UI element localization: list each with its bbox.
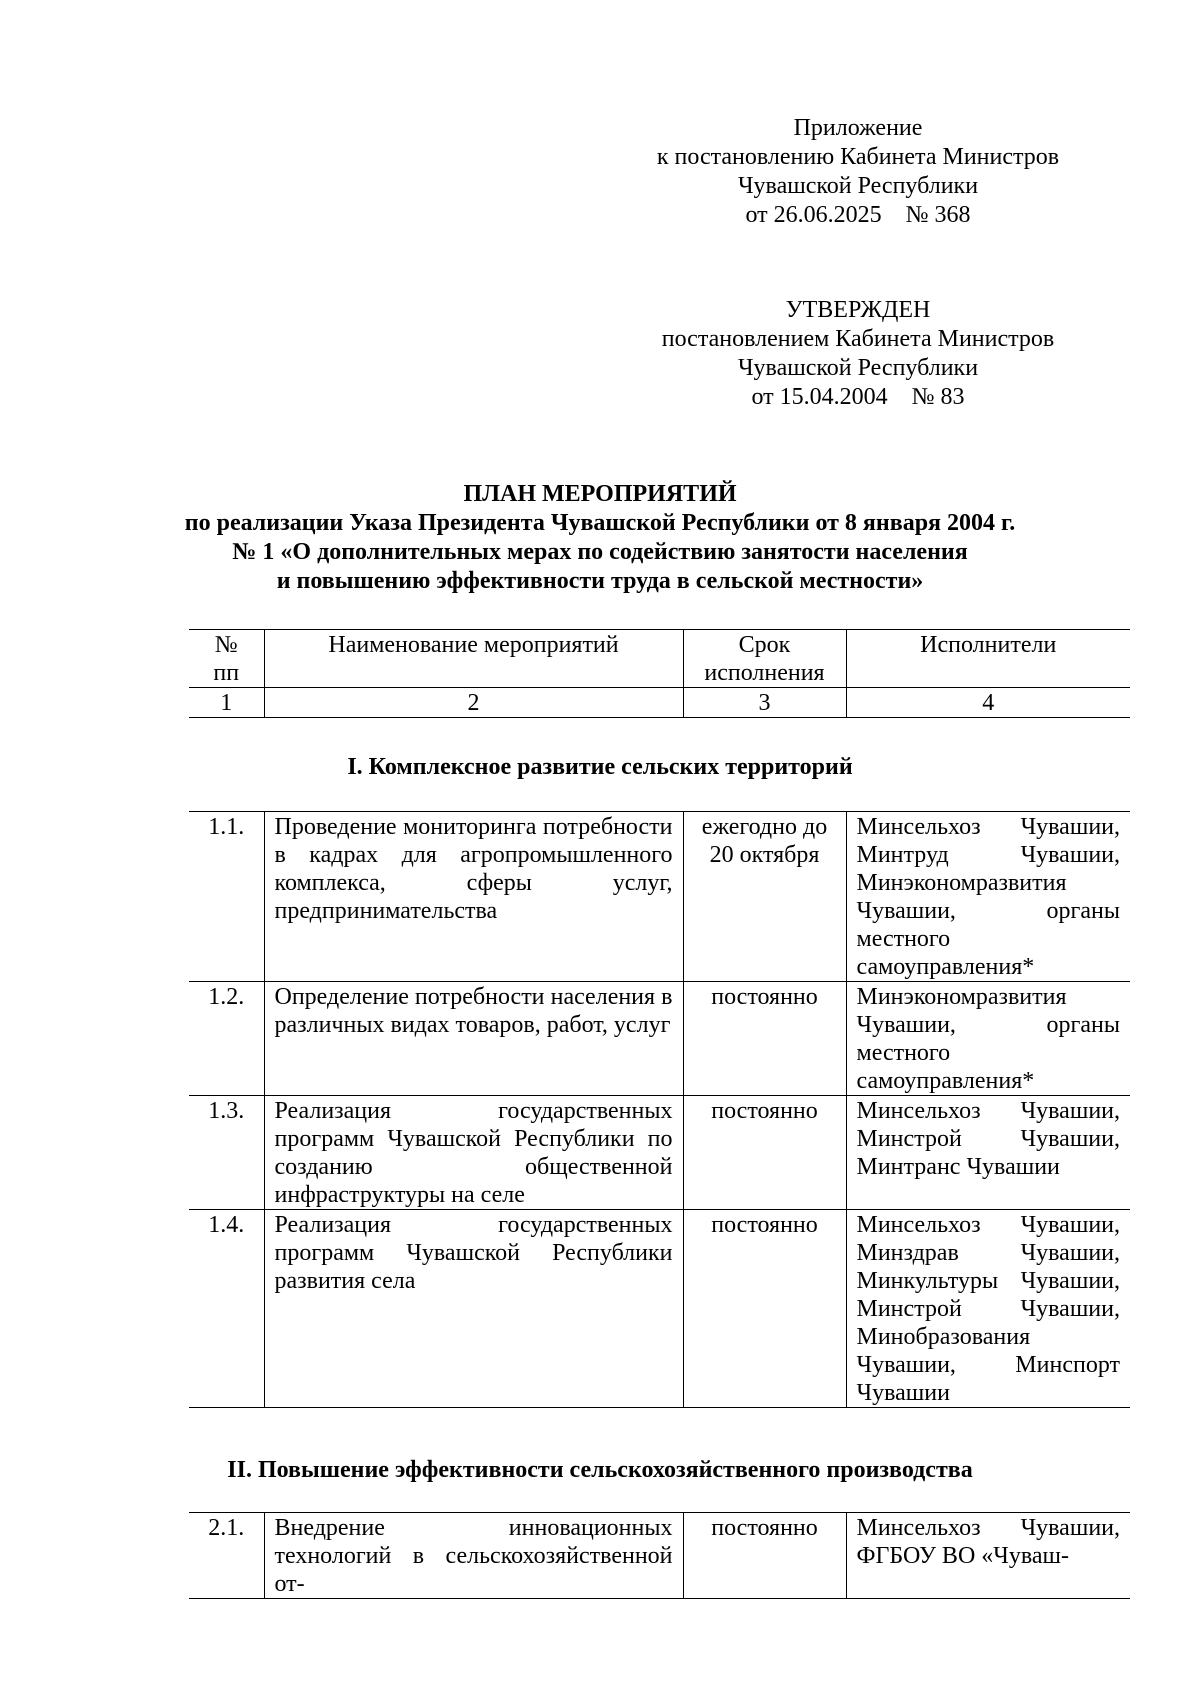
approved-line-2: постановлением Кабинета Министров bbox=[661, 326, 1055, 352]
appendix-header bbox=[628, 114, 1088, 230]
approved-line-1: УТВЕРЖДЕН bbox=[785, 297, 931, 323]
approved-line-3: Чувашской Республики bbox=[737, 355, 979, 381]
title-line-4: и повышению эффективности труда в сельской местности» bbox=[276, 568, 924, 594]
row-term: постоянно bbox=[683, 1096, 846, 1210]
title-line-2: по реализации Указа Президента Чувашской Республики от 8 января 2004 г. bbox=[184, 510, 1016, 536]
section-2-title: II. Повышение эффективности сельскохозяйственного производства bbox=[227, 1457, 973, 1483]
row-term: постоянно bbox=[683, 982, 846, 1096]
header-col-number: № пп bbox=[189, 630, 264, 688]
appendix-line-1: Приложение bbox=[793, 115, 923, 141]
appendix-line-4: от 26.06.2025 № 368 bbox=[745, 202, 971, 228]
header-row bbox=[189, 630, 1130, 688]
row-activity: Реализация государственных программ Чувашской Республики развития села bbox=[264, 1210, 683, 1408]
title-line-3: № 1 «О дополнительных мерах по содействию занятости населения bbox=[232, 539, 968, 565]
document-title bbox=[150, 480, 1050, 596]
title-line-1: ПЛАН МЕРОПРИЯТИЙ bbox=[463, 481, 737, 507]
header-col-name: Наименование мероприятий bbox=[264, 630, 683, 688]
row-executors: Минсельхоз Чувашии, ФГБОУ ВО «Чуваш- bbox=[846, 1513, 1130, 1599]
approved-line-4: от 15.04.2004 № 83 bbox=[751, 384, 965, 410]
header-num-1: 1 bbox=[189, 688, 264, 718]
section-2-table bbox=[189, 1512, 1130, 1599]
header-numbers-row bbox=[189, 688, 1130, 718]
row-activity: Внедрение инновационных технологий в сельскохозяйственной от- bbox=[264, 1513, 683, 1599]
row-term: постоянно bbox=[683, 1513, 846, 1599]
row-number: 1.4. bbox=[189, 1210, 264, 1408]
table-header bbox=[189, 629, 1130, 718]
row-number: 1.1. bbox=[189, 812, 264, 982]
table-row bbox=[189, 1513, 1130, 1599]
appendix-line-3: Чувашской Республики bbox=[737, 173, 979, 199]
table-row bbox=[189, 982, 1130, 1096]
header-col-executors: Исполнители bbox=[846, 630, 1130, 688]
row-term: ежегодно до 20 октября bbox=[683, 812, 846, 982]
row-number: 1.2. bbox=[189, 982, 264, 1096]
row-number: 2.1. bbox=[189, 1513, 264, 1599]
header-num-4: 4 bbox=[846, 688, 1130, 718]
row-term: постоянно bbox=[683, 1210, 846, 1408]
row-activity: Определение потребности населения в различных видах товаров, работ, услуг bbox=[264, 982, 683, 1096]
row-executors: Минсельхоз Чувашии, Минстрой Чувашии, Минтранс Чувашии bbox=[846, 1096, 1130, 1210]
row-executors: Минсельхоз Чувашии, Минздрав Чувашии, Минкультуры Чувашии, Минстрой Чувашии, Минобразования Чувашии, Минспорт Чувашии bbox=[846, 1210, 1130, 1408]
table-row bbox=[189, 1210, 1130, 1408]
header-num-2: 2 bbox=[264, 688, 683, 718]
appendix-line-2: к постановлению Кабинета Министров bbox=[656, 144, 1060, 170]
approval-header bbox=[628, 296, 1088, 412]
row-executors: Минэкономразвития Чувашии, органы местного самоуправления* bbox=[846, 982, 1130, 1096]
header-num-3: 3 bbox=[683, 688, 846, 718]
table-row bbox=[189, 812, 1130, 982]
section-1-title: I. Комплексное развитие сельских территорий bbox=[347, 754, 853, 780]
row-activity: Реализация государственных программ Чувашской Республики по созданию общественной инфраструктуры на селе bbox=[264, 1096, 683, 1210]
header-col-term: Срок исполнения bbox=[683, 630, 846, 688]
section-1-table bbox=[189, 811, 1130, 1408]
row-executors: Минсельхоз Чувашии, Минтруд Чувашии, Минэкономразвития Чувашии, органы местного самоуправления* bbox=[846, 812, 1130, 982]
row-number: 1.3. bbox=[189, 1096, 264, 1210]
table-row bbox=[189, 1096, 1130, 1210]
row-activity: Проведение мониторинга потребности в кадрах для агропромышленного комплекса, сферы услуг, предпринимательства bbox=[264, 812, 683, 982]
